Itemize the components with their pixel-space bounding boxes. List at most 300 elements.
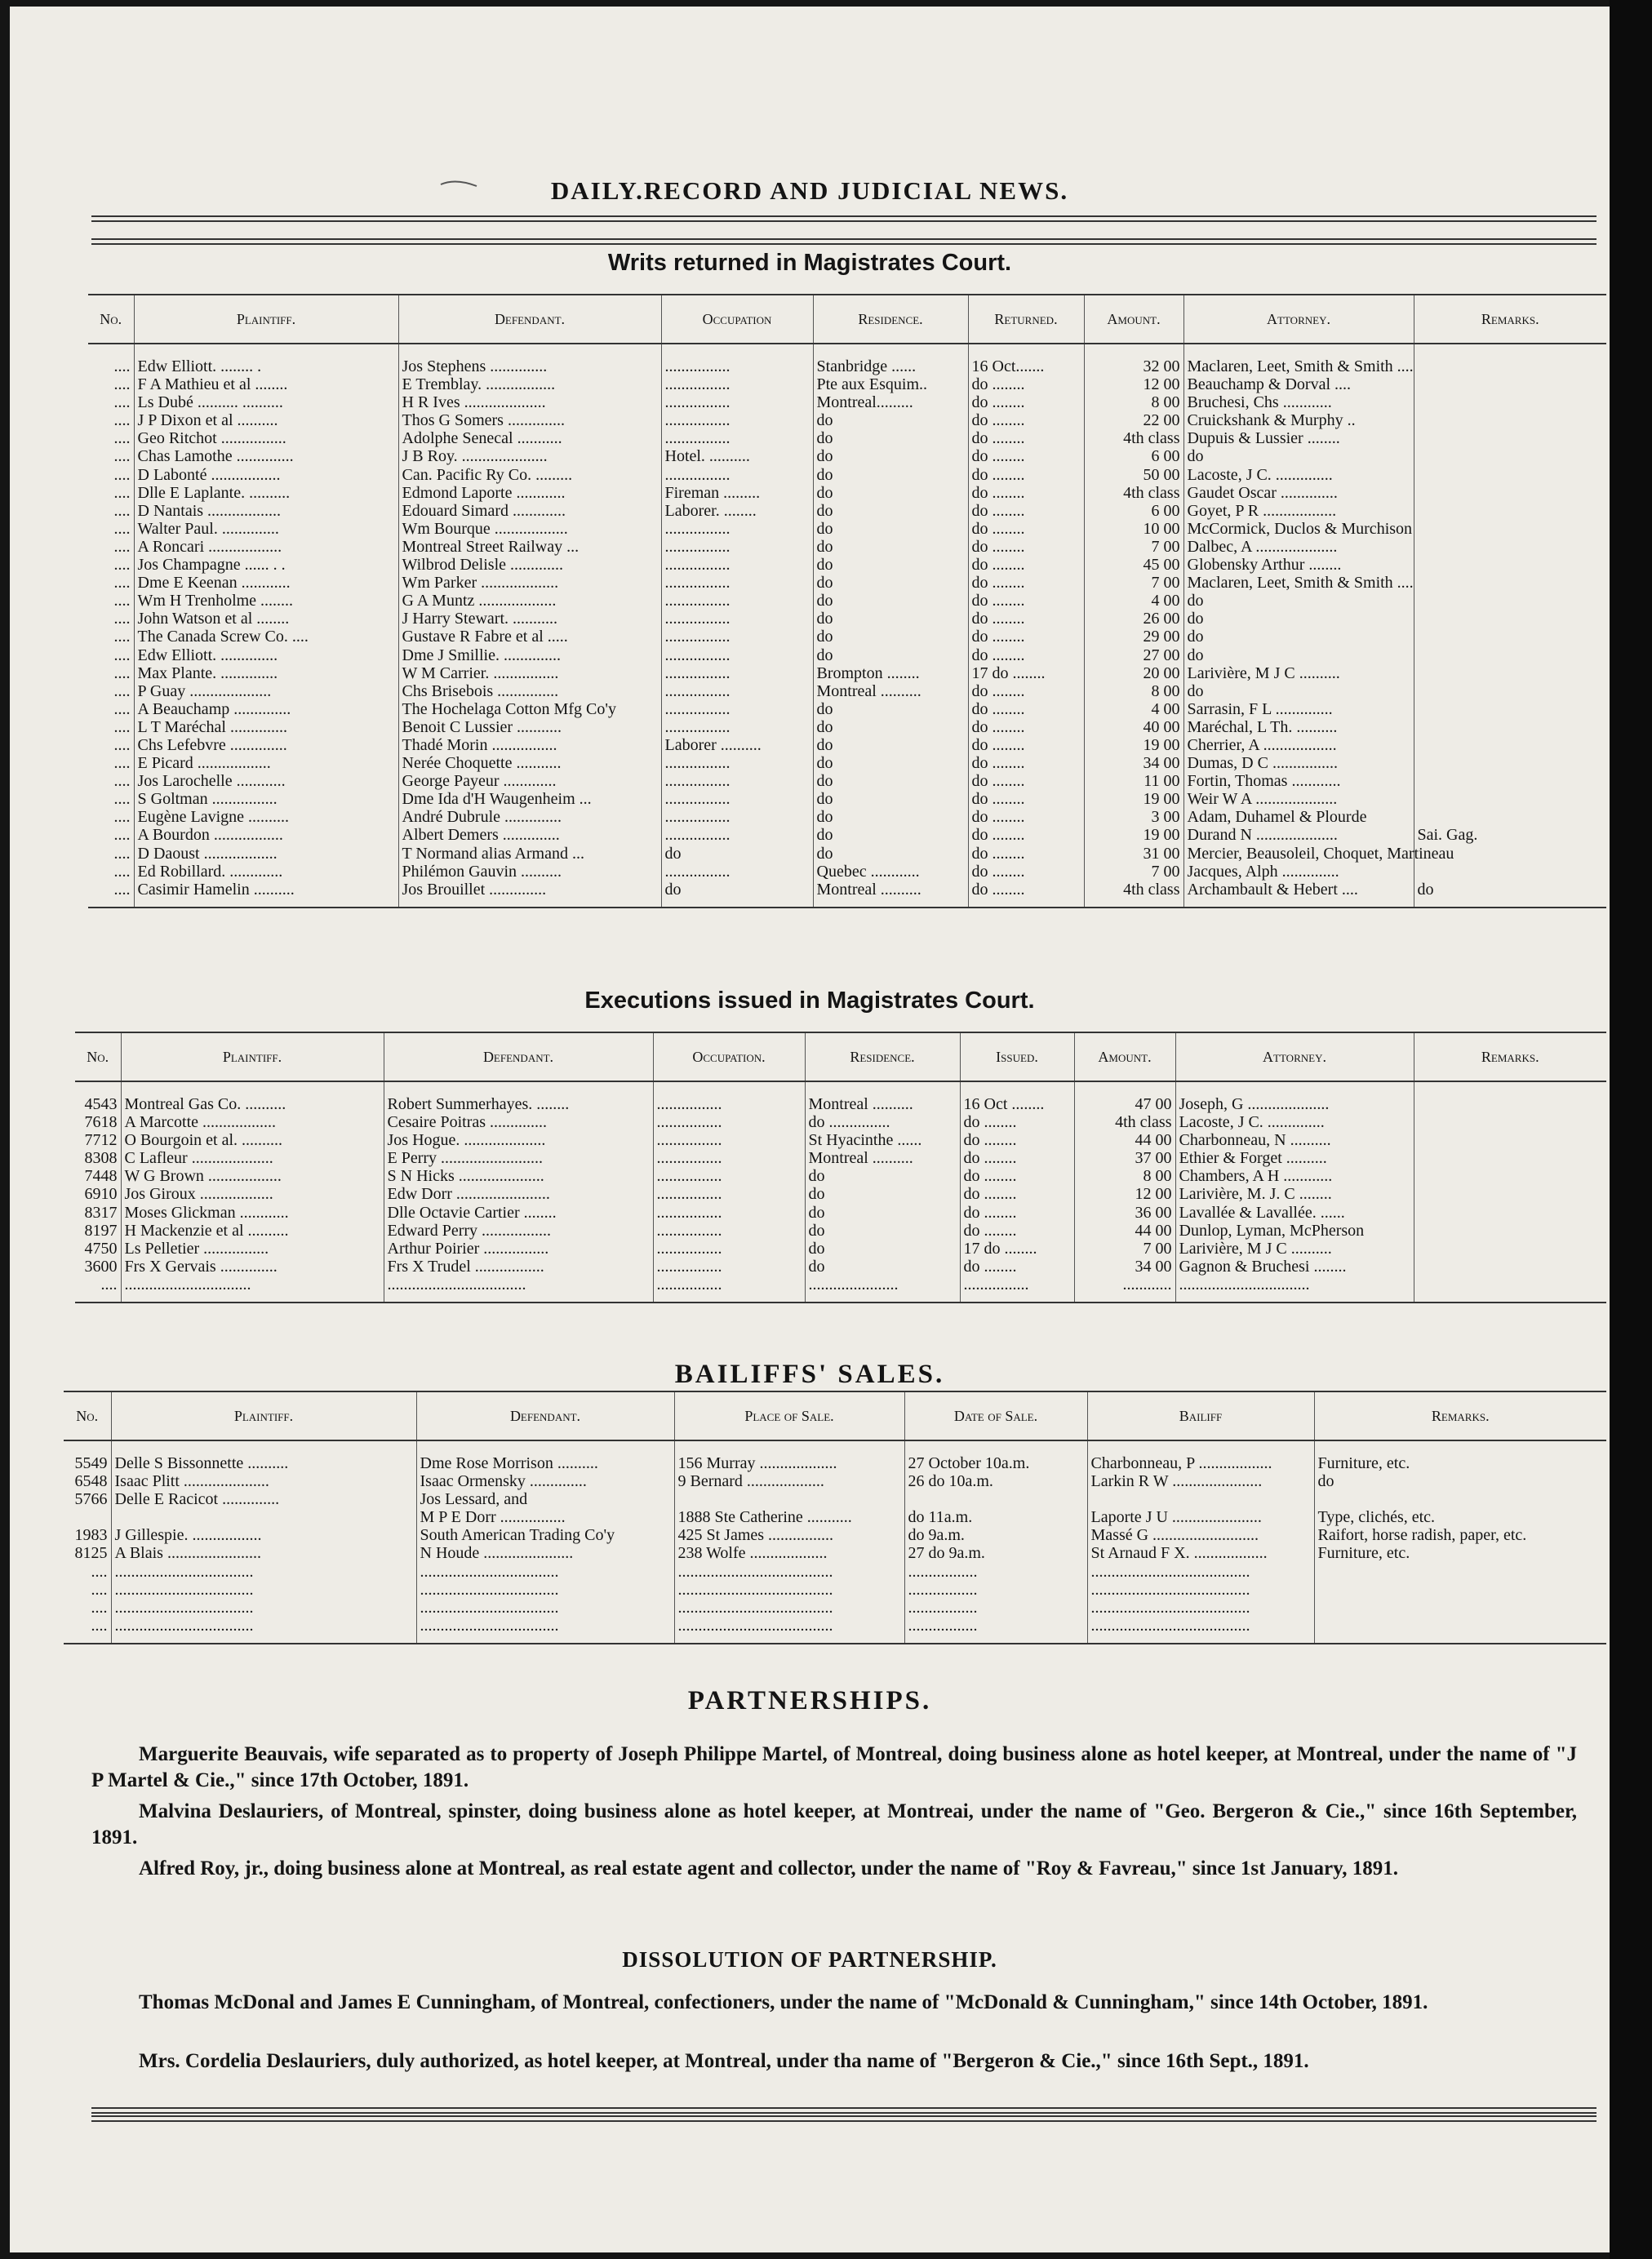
writs-cell <box>1414 718 1606 736</box>
writs-cell: .... <box>113 663 131 682</box>
writs-cell: H R Ives .................... <box>398 393 661 411</box>
executions-cell: Jos Hogue. .................... <box>384 1131 653 1149</box>
bailiffs-cell <box>1314 1581 1606 1599</box>
writs-cell <box>1414 682 1606 700</box>
bailiffs-cell: .................................. <box>111 1599 416 1617</box>
executions-header-0: No. <box>75 1032 121 1081</box>
bailiffs-cell <box>1087 1490 1314 1508</box>
writs-cell <box>1414 520 1606 538</box>
executions-cell: E Perry ......................... <box>384 1149 653 1167</box>
writs-cell: Edouard Simard ............. <box>398 502 661 520</box>
writs-cell: E Picard .................. <box>134 754 398 772</box>
executions-cell: Edward Perry ................. <box>384 1222 653 1240</box>
writs-header-6: Amount. <box>1084 295 1183 344</box>
writs-cell: Wm Bourque .................. <box>398 520 661 538</box>
writs-cell: do <box>813 772 968 790</box>
writs-row <box>88 863 1606 881</box>
writs-cell: Dalbec, A .................... <box>1183 538 1414 556</box>
executions-cell: Lacoste, J C. .............. <box>1175 1113 1414 1131</box>
writs-cell: Mercier, Beausoleil, Choquet, Martineau <box>1183 845 1414 863</box>
writs-cell: L T Maréchal .............. <box>134 718 398 736</box>
writs-cell: do <box>813 718 968 736</box>
writs-cell: 4 00 <box>1084 592 1183 610</box>
bailiffs-cell: Furniture, etc. <box>1314 1544 1606 1562</box>
footer-rule <box>91 2107 1596 2114</box>
executions-cell: 7 00 <box>1074 1240 1175 1258</box>
writs-cell <box>1414 466 1606 484</box>
writs-cell: A Beauchamp .............. <box>134 700 398 718</box>
executions-cell: do ........ <box>960 1149 1074 1167</box>
bailiffs-cell: 5549 <box>74 1454 108 1472</box>
bailiffs-cell: .................................. <box>416 1581 674 1599</box>
writs-cell: ................ <box>661 808 813 826</box>
bailiffs-cell: ...................................... <box>674 1617 904 1644</box>
executions-cell: 12 00 <box>1074 1185 1175 1203</box>
executions-cell: .................................. <box>384 1276 653 1303</box>
writs-cell: 20 00 <box>1084 664 1183 682</box>
writs-cell: Montreal Street Railway ... <box>398 538 661 556</box>
writs-cell: The Canada Screw Co. .... <box>134 628 398 646</box>
writs-cell: .... <box>113 790 131 809</box>
executions-header-1: Plaintiff. <box>121 1032 384 1081</box>
bailiffs-cell: .................................. <box>111 1617 416 1644</box>
writs-cell: do <box>813 826 968 844</box>
writs-cell: 11 00 <box>1084 772 1183 790</box>
bailiffs-cell: .... <box>91 1580 108 1599</box>
writs-cell: Sarrasin, F L .............. <box>1183 700 1414 718</box>
bailiffs-cell: .... <box>91 1598 108 1617</box>
writs-cell: Brompton ........ <box>813 664 968 682</box>
writs-cell: Jos Brouillet .............. <box>398 881 661 908</box>
writs-cell: ................ <box>661 393 813 411</box>
writs-cell: Archambault & Hebert .... <box>1183 881 1414 908</box>
writs-cell: Adam, Duhamel & Plourde <box>1183 808 1414 826</box>
executions-cell: do ............... <box>805 1113 960 1131</box>
executions-cell: ................ <box>653 1240 805 1258</box>
writs-cell: Larivière, M J C .......... <box>1183 664 1414 682</box>
writs-cell: do ........ <box>968 845 1084 863</box>
writs-cell: Chs Brisebois ............... <box>398 682 661 700</box>
writs-cell: Philémon Gauvin .......... <box>398 863 661 881</box>
executions-cell <box>1414 1167 1606 1185</box>
writs-row <box>88 538 1606 556</box>
writs-cell <box>1414 538 1606 556</box>
writs-header-5: Returned. <box>968 295 1084 344</box>
executions-cell: 7712 <box>84 1131 118 1150</box>
writs-cell: .... <box>113 646 131 664</box>
writs-cell: Dme Ida d'H Waugenheim ... <box>398 790 661 808</box>
writs-cell: 40 00 <box>1084 718 1183 736</box>
bailiffs-cell: 27 do 9a.m. <box>904 1544 1087 1562</box>
writs-cell: do <box>1183 646 1414 664</box>
writs-cell: Maréchal, L Th. .......... <box>1183 718 1414 736</box>
executions-row <box>75 1258 1606 1276</box>
writs-row <box>88 646 1606 664</box>
writs-cell: do <box>813 610 968 628</box>
writs-cell: .... <box>113 537 131 556</box>
writs-row <box>88 664 1606 682</box>
writs-cell: Jacques, Alph .............. <box>1183 863 1414 881</box>
writs-row <box>88 502 1606 520</box>
writs-cell: A Bourdon ................. <box>134 826 398 844</box>
bailiffs-cell: Furniture, etc. <box>1314 1440 1606 1472</box>
bailiffs-cell: 1888 Ste Catherine ........... <box>674 1508 904 1526</box>
bailiffs-cell: 27 October 10a.m. <box>904 1440 1087 1472</box>
writs-cell: ................ <box>661 466 813 484</box>
writs-cell: .... <box>113 393 131 412</box>
writs-cell: 8 00 <box>1084 682 1183 700</box>
writs-cell <box>1414 393 1606 411</box>
bailiffs-cell: ...................................... <box>674 1581 904 1599</box>
writs-cell: .... <box>113 880 131 899</box>
writs-cell: 8 00 <box>1084 393 1183 411</box>
bailiffs-cell: .................................. <box>111 1563 416 1581</box>
writs-cell: Beauchamp & Dorval .... <box>1183 375 1414 393</box>
writs-cell: Montreal .......... <box>813 682 968 700</box>
executions-cell <box>1414 1113 1606 1131</box>
writs-cell: Jos Larochelle ............ <box>134 772 398 790</box>
writs-cell: do ........ <box>968 447 1084 465</box>
executions-cell: do ........ <box>960 1113 1074 1131</box>
writs-header-3: Occupation <box>661 295 813 344</box>
writs-cell: John Watson et al ........ <box>134 610 398 628</box>
writs-cell: D Nantais .................. <box>134 502 398 520</box>
writs-cell: do ........ <box>968 700 1084 718</box>
bailiffs-row <box>64 1544 1606 1562</box>
writs-row <box>88 556 1606 574</box>
writs-cell: ................ <box>661 520 813 538</box>
writs-cell: 22 00 <box>1084 411 1183 429</box>
executions-cell <box>1414 1204 1606 1222</box>
writs-row <box>88 610 1606 628</box>
executions-cell: 37 00 <box>1074 1149 1175 1167</box>
writs-cell: Laborer. ........ <box>661 502 813 520</box>
writs-cell: .... <box>113 411 131 430</box>
writs-cell: do <box>1183 610 1414 628</box>
writs-cell: ................ <box>661 592 813 610</box>
writs-cell: ................ <box>661 772 813 790</box>
executions-header-5: Issued. <box>960 1032 1074 1081</box>
writs-cell <box>1414 628 1606 646</box>
executions-cell: do <box>805 1222 960 1240</box>
executions-cell: do <box>805 1204 960 1222</box>
writs-cell <box>1414 610 1606 628</box>
executions-cell: do <box>805 1167 960 1185</box>
writs-cell: .... <box>113 862 131 881</box>
writs-cell: .... <box>113 447 131 466</box>
writs-cell: ................ <box>661 646 813 664</box>
executions-cell: do ........ <box>960 1131 1074 1149</box>
bailiffs-cell: J Gillespie. ................. <box>111 1526 416 1544</box>
writs-cell: .... <box>113 465 131 484</box>
writs-cell: A Roncari .................. <box>134 538 398 556</box>
writs-cell: .... <box>113 681 131 700</box>
writs-cell: 7 00 <box>1084 574 1183 592</box>
bailiffs-cell <box>674 1490 904 1508</box>
writs-cell: ................ <box>661 411 813 429</box>
executions-row <box>75 1276 1606 1303</box>
writs-cell: 27 00 <box>1084 646 1183 664</box>
executions-cell: Moses Glickman ............ <box>121 1204 384 1222</box>
writs-cell: Wilbrod Delisle ............. <box>398 556 661 574</box>
writs-cell: 4th class <box>1084 484 1183 502</box>
executions-cell: 8308 <box>84 1149 118 1168</box>
bailiffs-cell: ....................................... <box>1087 1581 1314 1599</box>
bailiffs-cell: Type, clichés, etc. <box>1314 1508 1606 1526</box>
writs-cell: do ........ <box>968 502 1084 520</box>
writs-cell: 4th class <box>1084 881 1183 908</box>
writs-cell: 10 00 <box>1084 520 1183 538</box>
bailiffs-header-4: Date of Sale. <box>904 1391 1087 1440</box>
executions-cell <box>1414 1149 1606 1167</box>
bailiffs-cell: Laporte J U ...................... <box>1087 1508 1314 1526</box>
writs-cell: Cherrier, A .................. <box>1183 736 1414 754</box>
writs-cell: J P Dixon et al .......... <box>134 411 398 429</box>
writs-cell: do <box>813 574 968 592</box>
executions-cell: 3600 <box>84 1257 118 1276</box>
bailiffs-cell <box>111 1508 416 1526</box>
writs-cell <box>1414 790 1606 808</box>
bailiffs-cell: ................. <box>904 1563 1087 1581</box>
writs-cell: .... <box>113 357 131 375</box>
executions-cell: do ........ <box>960 1222 1074 1240</box>
writs-cell: 34 00 <box>1084 754 1183 772</box>
writs-row <box>88 344 1606 375</box>
writs-cell: 17 do ........ <box>968 664 1084 682</box>
writs-cell: do <box>661 881 813 908</box>
writs-cell: .... <box>113 375 131 394</box>
writs-cell: do <box>1183 682 1414 700</box>
writs-row <box>88 592 1606 610</box>
writs-row <box>88 411 1606 429</box>
bailiffs-table <box>64 1391 1606 1644</box>
writs-cell: Max Plante. .............. <box>134 664 398 682</box>
writs-cell: do <box>813 736 968 754</box>
writs-cell: Edw Elliott. .............. <box>134 646 398 664</box>
writs-cell: do <box>1183 592 1414 610</box>
writs-row <box>88 429 1606 447</box>
executions-cell: ................................ <box>1175 1276 1414 1303</box>
bailiffs-cell: Jos Lessard, and <box>416 1490 674 1508</box>
writs-header-8: Remarks. <box>1414 295 1606 344</box>
bailiffs-cell: A Blais ....................... <box>111 1544 416 1562</box>
bailiffs-cell <box>1314 1563 1606 1581</box>
writs-cell: Albert Demers .............. <box>398 826 661 844</box>
writs-cell: Edmond Laporte ............ <box>398 484 661 502</box>
bailiffs-cell: 8125 <box>74 1544 108 1563</box>
executions-row <box>75 1167 1606 1185</box>
writs-row <box>88 466 1606 484</box>
executions-cell: 36 00 <box>1074 1204 1175 1222</box>
writs-cell: Fortin, Thomas ............ <box>1183 772 1414 790</box>
executions-cell: W G Brown .................. <box>121 1167 384 1185</box>
writs-header-1: Plaintiff. <box>134 295 398 344</box>
executions-cell: ................ <box>653 1167 805 1185</box>
executions-header-4: Residence. <box>805 1032 960 1081</box>
writs-cell: do <box>813 790 968 808</box>
writs-cell: ................ <box>661 344 813 375</box>
writs-cell: ................ <box>661 826 813 844</box>
writs-cell: do ........ <box>968 393 1084 411</box>
executions-cell <box>1414 1276 1606 1303</box>
writs-cell: ................ <box>661 375 813 393</box>
writs-cell <box>1414 754 1606 772</box>
bailiffs-cell: 1983 <box>74 1526 108 1545</box>
executions-cell: Dlle Octavie Cartier ........ <box>384 1204 653 1222</box>
writs-cell: 32 00 <box>1084 344 1183 375</box>
writs-row <box>88 845 1606 863</box>
writs-cell: do ........ <box>968 628 1084 646</box>
bailiffs-cell: ................. <box>904 1617 1087 1644</box>
executions-cell: Jos Giroux .................. <box>121 1185 384 1203</box>
writs-cell: D Daoust .................. <box>134 845 398 863</box>
writs-cell: do <box>813 447 968 465</box>
bailiffs-cell: M P E Dorr ................ <box>416 1508 674 1526</box>
bailiffs-header-1: Plaintiff. <box>111 1391 416 1440</box>
scan-edge <box>1610 0 1652 2259</box>
bailiffs-cell: 26 do 10a.m. <box>904 1472 1087 1490</box>
writs-cell: do ........ <box>968 718 1084 736</box>
writs-cell: Goyet, P R .................. <box>1183 502 1414 520</box>
writs-cell <box>1414 411 1606 429</box>
writs-cell: do <box>661 845 813 863</box>
bailiffs-header-0: No. <box>64 1391 111 1440</box>
writs-cell: do <box>1183 628 1414 646</box>
dissolution-title: DISSOLUTION OF PARTNERSHIP. <box>622 1947 997 1972</box>
bailiffs-cell: do <box>1314 1472 1606 1490</box>
executions-cell: Montreal .......... <box>805 1149 960 1167</box>
bailiffs-cell: Delle S Bissonnette .......... <box>111 1440 416 1472</box>
writs-cell: Casimir Hamelin .......... <box>134 881 398 908</box>
executions-cell: Lavallée & Lavallée. ...... <box>1175 1204 1414 1222</box>
bailiffs-row <box>64 1526 1606 1544</box>
writs-row <box>88 393 1606 411</box>
writs-cell <box>1414 429 1606 447</box>
executions-header-2: Defendant. <box>384 1032 653 1081</box>
writs-cell: Walter Paul. .............. <box>134 520 398 538</box>
writs-cell: do ........ <box>968 610 1084 628</box>
executions-table <box>75 1032 1606 1303</box>
executions-cell: .... <box>100 1275 118 1294</box>
executions-row <box>75 1222 1606 1240</box>
writs-cell: D Labonté ................. <box>134 466 398 484</box>
writs-cell: 6 00 <box>1084 502 1183 520</box>
executions-cell: ................ <box>653 1222 805 1240</box>
bailiffs-cell: N Houde ...................... <box>416 1544 674 1562</box>
writs-cell: .... <box>113 556 131 575</box>
writs-cell <box>1414 736 1606 754</box>
writs-cell: Globensky Arthur ........ <box>1183 556 1414 574</box>
writs-cell: .... <box>113 844 131 863</box>
writs-cell: ................ <box>661 628 813 646</box>
writs-cell: ................ <box>661 574 813 592</box>
writs-cell: do <box>813 628 968 646</box>
executions-cell: ................ <box>653 1258 805 1276</box>
writs-cell: 26 00 <box>1084 610 1183 628</box>
executions-cell: C Lafleur .................... <box>121 1149 384 1167</box>
executions-cell: Chambers, A H ............ <box>1175 1167 1414 1185</box>
writs-cell: do <box>813 700 968 718</box>
bailiffs-cell: ...................................... <box>674 1599 904 1617</box>
bailiffs-row <box>64 1563 1606 1581</box>
bailiffs-cell: do 11a.m. <box>904 1508 1087 1526</box>
executions-row <box>75 1240 1606 1258</box>
bailiffs-row <box>64 1581 1606 1599</box>
bailiffs-row <box>64 1508 1606 1526</box>
writs-cell: ................ <box>661 538 813 556</box>
executions-cell: ...................... <box>805 1276 960 1303</box>
executions-cell: St Hyacinthe ...... <box>805 1131 960 1149</box>
dissolution-notice-2: Mrs. Cordelia Deslauriers, duly authorized, as hotel keeper, at Montreal, under tha name of "Bergeron & Cie.," since 16th Sept., 1891. <box>139 2050 1309 2072</box>
writs-cell: Lacoste, J C. .............. <box>1183 466 1414 484</box>
writs-cell: 3 00 <box>1084 808 1183 826</box>
writs-cell <box>1414 447 1606 465</box>
writs-cell: ................ <box>661 664 813 682</box>
writs-cell: 19 00 <box>1084 826 1183 844</box>
writs-cell: do ........ <box>968 863 1084 881</box>
bailiffs-cell: St Arnaud F X. .................. <box>1087 1544 1314 1562</box>
executions-cell: ................ <box>653 1081 805 1113</box>
executions-header-6: Amount. <box>1074 1032 1175 1081</box>
writs-cell: do <box>813 646 968 664</box>
writs-cell: ................ <box>661 754 813 772</box>
writs-cell: do ........ <box>968 466 1084 484</box>
bailiffs-header-5: Bailiff <box>1087 1391 1314 1440</box>
writs-cell: Jos Champagne ...... . . <box>134 556 398 574</box>
writs-cell: Quebec ............ <box>813 863 968 881</box>
executions-cell: Dunlop, Lyman, McPherson <box>1175 1222 1414 1240</box>
bailiffs-cell: .................................. <box>416 1617 674 1644</box>
writs-cell: do <box>813 538 968 556</box>
writs-header-4: Residence. <box>813 295 968 344</box>
writs-cell: Edw Elliott. ........ . <box>134 344 398 375</box>
bailiffs-header-3: Place of Sale. <box>674 1391 904 1440</box>
executions-cell: Frs X Gervais .............. <box>121 1258 384 1276</box>
executions-cell: Montreal .......... <box>805 1081 960 1113</box>
writs-row <box>88 790 1606 808</box>
bailiffs-cell <box>904 1490 1087 1508</box>
page-header: DAILY.RECORD AND JUDICIAL NEWS. <box>550 176 1069 205</box>
partnership-notice-3: Alfred Roy, jr., doing business alone at Montreal, as real estate agent and collector, under the name of "Roy & Favreau," since 1st January, 1891. <box>139 1857 1399 1880</box>
executions-cell: Edw Dorr ....................... <box>384 1185 653 1203</box>
writs-cell: J B Roy. ..................... <box>398 447 661 465</box>
writs-cell: Laborer .......... <box>661 736 813 754</box>
footer-rule-lower <box>91 2115 1596 2122</box>
writs-cell <box>1414 344 1606 375</box>
writs-cell: .... <box>113 628 131 646</box>
writs-cell: E Tremblay. ................. <box>398 375 661 393</box>
writs-cell: Dme J Smillie. .............. <box>398 646 661 664</box>
bailiffs-cell: .................................. <box>111 1581 416 1599</box>
writs-row <box>88 808 1606 826</box>
writs-cell: do <box>813 411 968 429</box>
writs-cell: .... <box>113 610 131 628</box>
writs-cell: Chas Lamothe .............. <box>134 447 398 465</box>
executions-cell: Larivière, M. J. C ........ <box>1175 1185 1414 1203</box>
bailiffs-cell: Delle E Racicot .............. <box>111 1490 416 1508</box>
bailiffs-row <box>64 1599 1606 1617</box>
writs-cell: 7 00 <box>1084 538 1183 556</box>
writs-cell: do ........ <box>968 682 1084 700</box>
bailiffs-cell: 9 Bernard ................... <box>674 1472 904 1490</box>
executions-cell: H Mackenzie et al .......... <box>121 1222 384 1240</box>
writs-cell: Ed Robillard. ............. <box>134 863 398 881</box>
writs-cell: Ls Dubé .......... .......... <box>134 393 398 411</box>
writs-cell: do <box>813 845 968 863</box>
executions-cell: 17 do ........ <box>960 1240 1074 1258</box>
executions-cell: ................ <box>653 1185 805 1203</box>
executions-cell: do ........ <box>960 1204 1074 1222</box>
